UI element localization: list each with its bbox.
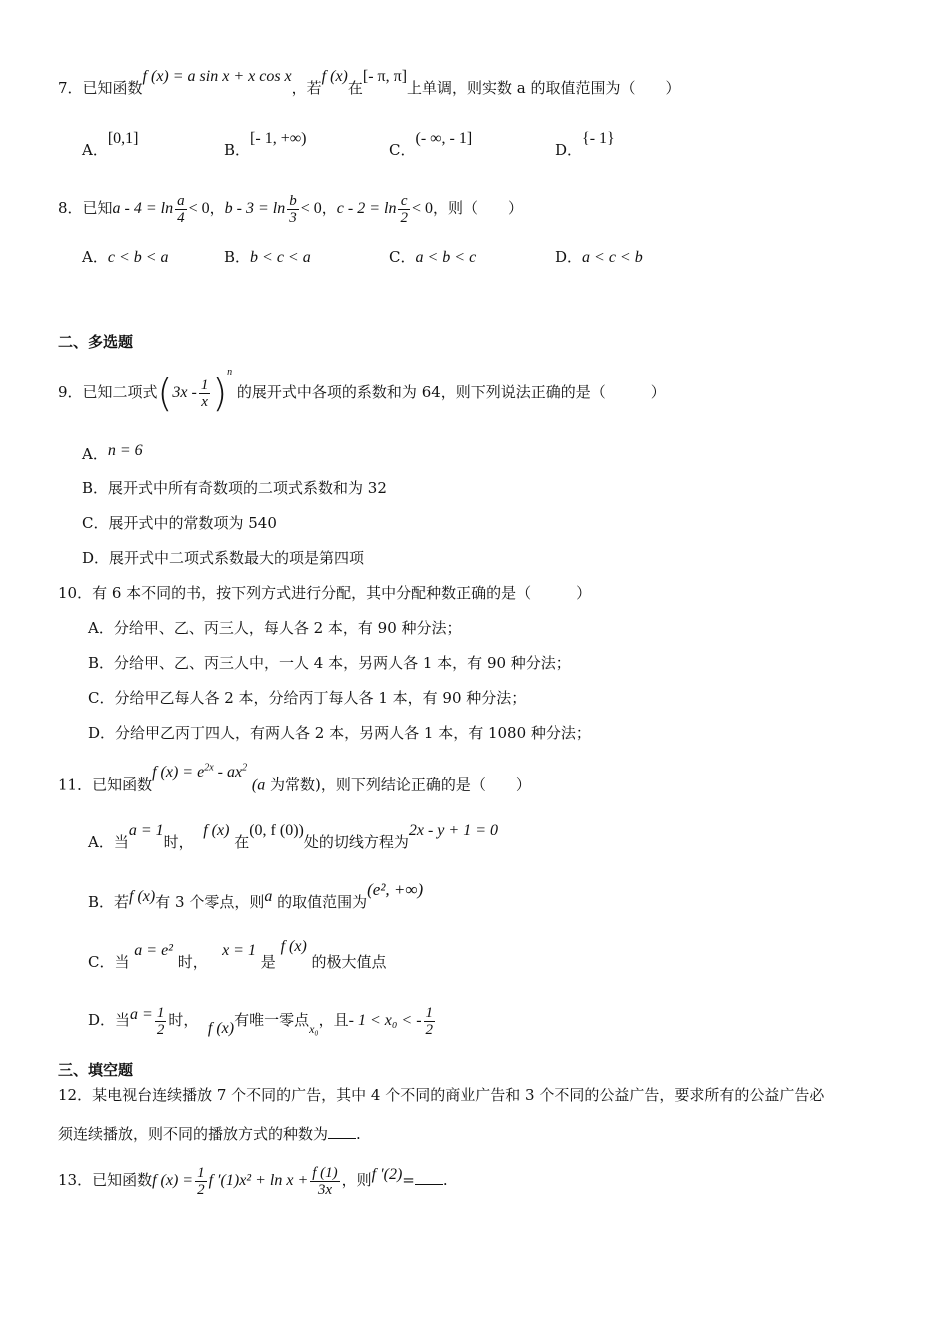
q7-option-a[interactable] xyxy=(82,130,139,161)
q7-option-c-label: C． xyxy=(389,141,416,159)
q11-func-exp1: 2x xyxy=(204,763,214,774)
q11-func-exp2: 2 xyxy=(242,763,248,774)
q8-c2-den: 3 xyxy=(289,209,297,226)
q12-line2 xyxy=(58,1124,361,1144)
q7-option-c[interactable] xyxy=(389,130,473,161)
q7-interval: [- π, π] xyxy=(362,68,408,85)
q7-option-a-value: [0,1] xyxy=(107,130,139,147)
q13-prefix: 13．已知函数 xyxy=(58,1171,153,1189)
q9-paren-right: ) xyxy=(212,371,228,415)
q8-option-a-value: c < b < a xyxy=(107,249,169,266)
q11-d-den2: 2 xyxy=(425,1021,434,1038)
q9-suffix: 的展开式中各项的系数和为 64，则下列说法正确的是（ ） xyxy=(236,383,666,401)
q8-c3-frac xyxy=(398,193,410,226)
q11-b-text1: B．若 xyxy=(88,893,130,911)
q9-option-d[interactable]: D．展开式中二项式系数最大的项是第四项 xyxy=(82,549,365,567)
q11-c-x: x = 1 xyxy=(222,942,256,959)
q8-c3-left: c - 2 = ln xyxy=(336,200,397,217)
q11-a-point: (0, f (0)) xyxy=(249,822,304,839)
q11-d-den: 2 xyxy=(156,1021,165,1038)
q7-option-d[interactable] xyxy=(555,130,615,161)
q8-c3-right: < 0 xyxy=(411,200,433,217)
q8-c1-right: < 0 xyxy=(188,200,210,217)
q8-option-d[interactable] xyxy=(555,247,643,268)
q11-d-text2: 时， xyxy=(168,1011,199,1029)
q13-frac2 xyxy=(310,1165,339,1198)
q8-option-a[interactable] xyxy=(82,247,169,268)
q13-mid: f ′(1)x² + ln x + xyxy=(208,1172,309,1189)
q11-c-text2: 时， xyxy=(177,953,208,971)
q11-a-text2: 时， xyxy=(163,833,194,851)
q11-d-inequality: - 1 < x₀ < - xyxy=(348,1012,422,1029)
q7-stem xyxy=(58,68,681,99)
q11-stem xyxy=(58,763,531,795)
q11-b-fx: f (x) xyxy=(129,888,156,905)
q11-option-b[interactable] xyxy=(88,880,424,913)
q8-option-b[interactable] xyxy=(224,247,311,268)
q8-c3-den: 2 xyxy=(400,209,408,226)
q11-suffix: 为常数)，则下列结论正确的是（ ） xyxy=(269,775,531,794)
q10-option-b[interactable]: B．分给甲、乙、丙三人中，一人 4 本，另两人各 1 本，有 90 种分法； xyxy=(88,654,571,672)
q7-option-a-label: A． xyxy=(82,141,108,159)
q11-option-c[interactable] xyxy=(88,938,387,973)
q11-a-cond: a = 1 xyxy=(128,822,164,839)
q11-func-base: f (x) = e xyxy=(152,764,205,782)
q9-frac-num: 1 xyxy=(200,376,209,393)
q7-option-b[interactable] xyxy=(224,130,307,161)
q11-d-num2: 1 xyxy=(425,1004,434,1021)
q8-option-b-value: b < c < a xyxy=(250,249,311,266)
q9-paren-left: ( xyxy=(157,371,173,415)
q9-option-b[interactable]: B．展开式中所有奇数项的二项式系数和为 32 xyxy=(82,479,387,497)
q8-stem: 8．已知a - 4 = ln $\frac{a}{4}$ < 0，b - 3 = ln $\frac{b}{3}$ < 0，c - 2 = ln $\frac{c}{2}$ < 0，则（ ） xyxy=(58,192,524,226)
q11-d-frac2 xyxy=(424,1005,436,1038)
q11-d-text1: D．当 xyxy=(88,1011,131,1029)
q11-b-text2: 有 3 个零点，则 xyxy=(155,893,265,911)
q8-option-c-label: C． xyxy=(389,248,416,266)
q12-end: . xyxy=(356,1125,361,1143)
q9-frac-den: x xyxy=(201,393,208,410)
q7-suffix: 上单调，则实数 a 的取值范围为（ ） xyxy=(407,79,681,97)
q13-frac1 xyxy=(195,1165,207,1198)
q11-c-text4: 的极大值点 xyxy=(311,953,387,971)
q8-option-b-label: B． xyxy=(224,248,251,266)
section-title-multi-choice: 二、多选题 xyxy=(58,333,134,351)
section-title-fill-blank: 三、填空题 xyxy=(58,1061,134,1079)
q10-stem: 10．有 6 本不同的书，按下列方式进行分配，其中分配种数正确的是（ ） xyxy=(58,584,592,602)
q9-expr-left: 3x - xyxy=(172,384,197,401)
q10-option-a[interactable]: A．分给甲、乙、丙三人，每人各 2 本，有 90 种分法； xyxy=(88,619,462,637)
q8-prefix: 8．已知 xyxy=(58,199,113,217)
q11-c-text3: 是 xyxy=(260,953,276,971)
q8-option-c-value: a < b < c xyxy=(415,249,477,266)
q7-prefix: 7．已知函数 xyxy=(58,79,143,97)
q13-frac1-den: 2 xyxy=(197,1181,205,1198)
q8-c3-num: c xyxy=(398,193,410,210)
q11-a-text1: A．当 xyxy=(88,833,129,851)
q8-c2-right: < 0 xyxy=(300,200,322,217)
q7-fx: f (x) xyxy=(321,68,348,85)
q13-frac2-num: f (1) xyxy=(312,1164,338,1181)
q13-f-left: f (x) = xyxy=(152,1172,194,1189)
q7-option-d-label: D． xyxy=(555,141,583,159)
q11-paren-a: (a xyxy=(251,776,266,794)
q7-function: f (x) = a sin x + x cos x xyxy=(142,68,292,85)
q9-option-c[interactable]: C．展开式中的常数项为 540 xyxy=(82,514,277,532)
q11-function xyxy=(152,764,247,781)
q11-prefix: 11．已知函数 xyxy=(58,775,153,794)
q7-in: 在 xyxy=(347,79,363,97)
q11-b-text3: 的取值范围为 xyxy=(277,893,368,911)
q11-b-range: (e², +∞) xyxy=(367,880,424,899)
q8-suffix: ，则（ ） xyxy=(433,199,524,217)
q7-option-d-value: {- 1} xyxy=(582,130,615,147)
q13-f2: f ′(2) xyxy=(371,1166,403,1183)
q7-mid: ，若 xyxy=(291,79,322,97)
q8-c2-num: b xyxy=(289,192,297,209)
q8-c2-left: b - 3 = ln xyxy=(224,200,286,217)
q10-option-c[interactable]: C．分给甲乙每人各 2 本，分给丙丁每人各 1 本，有 90 种分法； xyxy=(88,689,527,707)
q8-c1-left: a - 4 = ln xyxy=(112,200,174,217)
q11-a-fx: f (x) xyxy=(203,822,230,839)
q11-c-text1: C．当 xyxy=(88,953,130,971)
q7-option-b-value: [- 1, +∞) xyxy=(250,130,307,147)
q13-end: . xyxy=(442,1171,448,1189)
q13-frac2-den: 3x xyxy=(317,1181,333,1198)
q9-stem xyxy=(58,360,666,427)
q12-line2-text: 须连续播放，则不同的播放方式的种数为 xyxy=(58,1125,329,1143)
q13-eq: = xyxy=(402,1171,415,1189)
q8-option-d-label: D． xyxy=(555,248,583,266)
q8-c1-frac xyxy=(175,193,187,226)
q11-a-text3: 在 xyxy=(234,833,250,851)
q13-frac1-num: 1 xyxy=(197,1164,205,1181)
q8-c1-den: 4 xyxy=(177,209,185,226)
q8-option-d-value: a < c < b xyxy=(582,249,643,266)
q12-answer-blank[interactable] xyxy=(328,1124,356,1139)
q9-option-a-label: A． xyxy=(82,445,108,463)
q9-prefix: 9．已知二项式 xyxy=(58,383,158,401)
q11-a-text4: 处的切线方程为 xyxy=(303,833,409,851)
q11-option-d[interactable] xyxy=(88,1000,437,1041)
q11-c-cond: a = e² xyxy=(134,942,173,959)
q11-d-a: a = xyxy=(130,1006,153,1023)
q8-option-c[interactable] xyxy=(389,247,476,268)
q8-option-a-label: A． xyxy=(82,248,108,266)
q9-option-a-value: n = 6 xyxy=(107,442,143,459)
q9-exponent: n xyxy=(227,367,233,378)
q7-option-b-label: B． xyxy=(224,141,251,159)
q11-d-text4: ，且 xyxy=(318,1011,349,1029)
q11-option-a[interactable] xyxy=(88,822,498,853)
q11-c-fx: f (x) xyxy=(280,938,307,955)
q11-d-x0: x₀ xyxy=(309,1022,319,1036)
q7-option-c-value: (- ∞, - 1] xyxy=(415,130,473,147)
q11-d-num: 1 xyxy=(156,1004,165,1021)
q13-answer-blank[interactable] xyxy=(415,1170,443,1185)
q10-option-d[interactable]: D．分给甲乙丙丁四人，有两人各 2 本，另两人各 1 本，有 1080 种分法； xyxy=(88,724,591,742)
q13-mid2: ，则 xyxy=(341,1171,372,1189)
q8-c2-frac xyxy=(287,193,299,226)
q11-a-equation: 2x - y + 1 = 0 xyxy=(408,822,498,839)
q8-c1-num: a xyxy=(177,192,185,209)
q12-line1: 12．某电视台连续播放 7 个不同的广告，其中 4 个不同的商业广告和 3 个不同的公益广告，要求所有的公益广告必 xyxy=(58,1086,825,1104)
q11-d-frac xyxy=(155,1005,167,1038)
q9-option-a[interactable] xyxy=(82,444,143,465)
q13-stem xyxy=(58,1158,448,1203)
q11-d-fx: f (x) xyxy=(207,1020,235,1037)
q11-b-a: a xyxy=(264,888,273,905)
q9-frac xyxy=(199,377,211,410)
q11-d-text3: 有唯一零点 xyxy=(234,1011,310,1029)
q11-func-mid: - ax xyxy=(213,764,243,782)
